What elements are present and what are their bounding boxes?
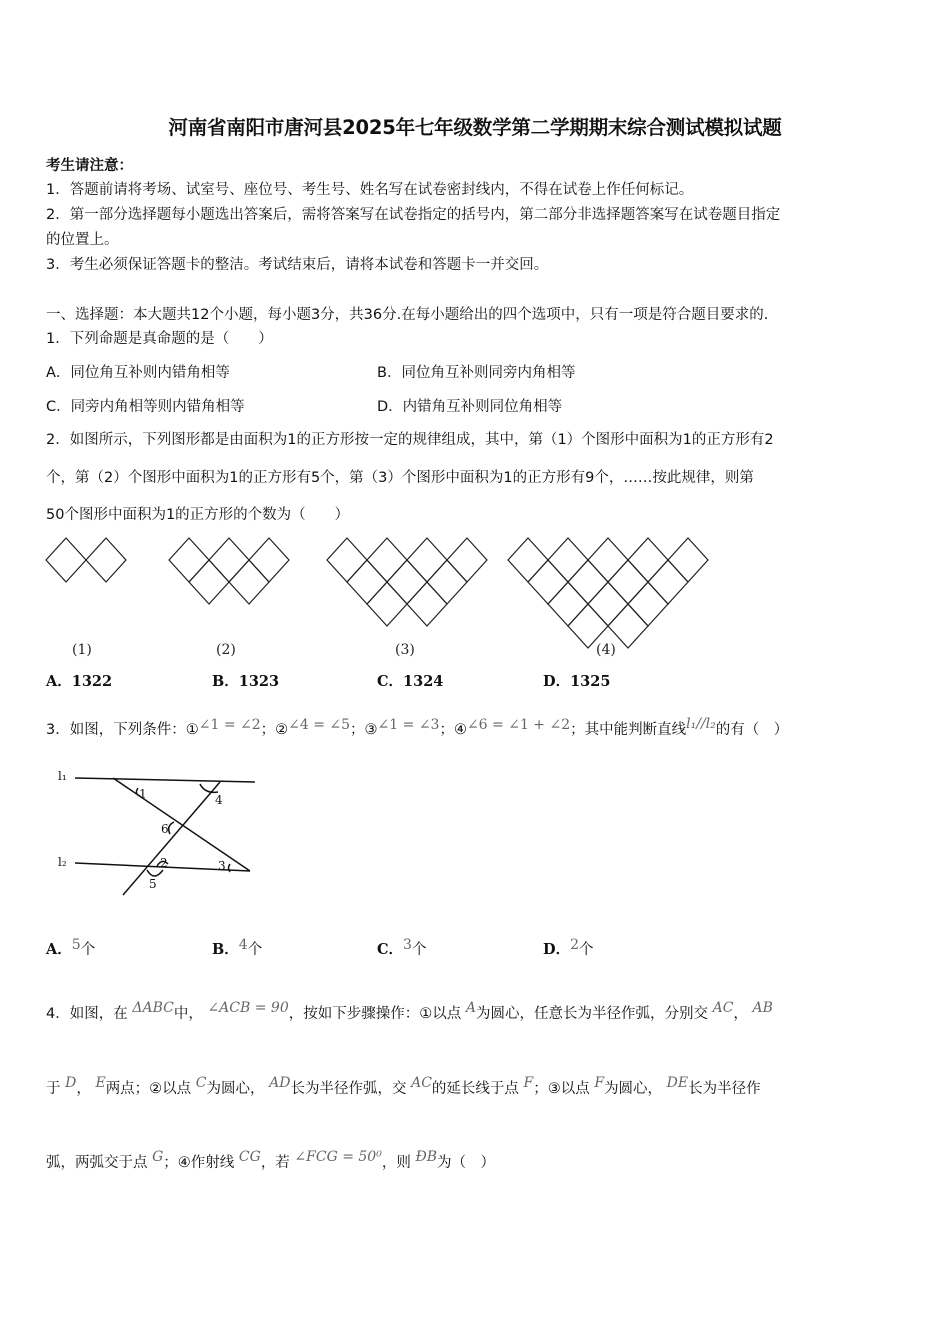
label-l2: l₂: [58, 855, 67, 869]
q2-figure-labels: [40, 638, 720, 662]
q4-math: C: [195, 1075, 207, 1091]
angle-label-6: 6: [161, 822, 169, 836]
q3-stem: [46, 718, 788, 739]
q4-text: 于: [46, 1081, 61, 1097]
q3-cond-1: ∠1 = ∠2: [198, 717, 261, 733]
q3-option-a-value: 5: [71, 937, 81, 953]
q4-math: F: [594, 1075, 605, 1091]
q3-parallel-lines-figure: [50, 760, 270, 900]
label-l1: l₁: [58, 769, 67, 783]
fig-label-2: (2): [216, 642, 236, 658]
transversal-2: [123, 782, 220, 895]
q3-option-d-value: 2: [570, 937, 579, 953]
q3-option-d-label: D．: [543, 941, 571, 958]
angle-label-2: 2: [160, 856, 168, 870]
notice-item-2: 2．第一部分选择题每小题选出答案后，需将答案写在试卷指定的括号内，第二部分非选择题答案写在试卷题目指定: [46, 207, 781, 223]
q3-text-3: ；③: [350, 722, 378, 738]
q4-text: 两点；②以点: [105, 1081, 192, 1097]
q4-text: 为圆心，: [604, 1081, 663, 1097]
q3-text-5: ；其中能判断直线: [570, 722, 687, 738]
q4-math: AC: [411, 1075, 432, 1091]
q2-option-d[interactable]: D．1325: [543, 673, 611, 690]
q3-text-2: ；②: [260, 722, 289, 738]
fig-label-4: (4): [596, 642, 616, 658]
angle-label-1: 1: [139, 787, 147, 801]
q4-text: ，若: [260, 1155, 290, 1171]
q3-option-a[interactable]: [46, 938, 95, 959]
q1-stem: 1．下列命题是真命题的是（ ）: [46, 331, 273, 347]
q4-math: AC: [712, 1000, 734, 1016]
angle-arc-5: [147, 870, 163, 876]
q3-option-c-label: C．: [377, 941, 404, 958]
pattern-figure-2: [169, 538, 289, 604]
q4-math: ∠FCG = 50⁰: [294, 1149, 382, 1165]
q4-text: ，按如下步骤操作：①以点: [288, 1006, 462, 1022]
line-l1: [75, 778, 255, 782]
q3-cond-4: ∠6 = ∠1 + ∠2: [466, 717, 571, 733]
q3-parallel-lines: l₁//l₂: [686, 716, 716, 732]
q4-math: AD: [269, 1075, 291, 1091]
q2-option-a[interactable]: A．1322: [46, 673, 113, 690]
fig-label-3: (3): [395, 642, 415, 658]
q3-option-d-unit: 个: [579, 942, 594, 958]
pattern-figure-1: [46, 538, 126, 582]
q3-option-b-unit: 个: [247, 942, 263, 958]
q3-cond-3: ∠1 = ∠3: [377, 717, 440, 733]
q3-text-6: 的有（ ）: [715, 722, 789, 738]
q4-text: 长为半径作: [688, 1081, 761, 1097]
q2-option-c[interactable]: C．1324: [377, 673, 444, 690]
q4-line-2: [46, 1077, 761, 1098]
notice-item-1: 1．答题前请将考场、试室号、座位号、考生号、姓名写在试卷密封线内，不得在试卷上作任何标记。: [46, 182, 694, 198]
q4-math: CG: [238, 1149, 261, 1165]
q1-option-b[interactable]: B．同位角互补则同旁内角相等: [377, 365, 576, 381]
angle-label-4: 4: [215, 793, 223, 807]
q4-text: 的延长线于点: [431, 1081, 519, 1097]
q3-option-b-label: B．: [212, 941, 239, 958]
q3-option-b-value: 4: [238, 937, 248, 953]
q3-option-c-unit: 个: [411, 942, 427, 958]
q4-text: 为（ ）: [437, 1155, 496, 1171]
q3-option-c[interactable]: [377, 938, 426, 959]
q3-text-4: ；④: [439, 722, 467, 738]
q4-text: ，: [76, 1081, 91, 1097]
page-title: 河南省南阳市唐河县2025年七年级数学第二学期期末综合测试模拟试题: [168, 116, 782, 139]
q4-line-1: [46, 1002, 773, 1023]
q4-math: ∠ACB = 90: [207, 1000, 289, 1016]
q4-text: 长为半径作弧，交: [290, 1081, 407, 1097]
q3-text-1: 3．如图，下列条件：①: [46, 722, 199, 738]
q4-math: AB: [752, 1000, 773, 1016]
q3-option-a-label: A．: [46, 941, 72, 958]
q4-line-3: [46, 1151, 495, 1172]
fig-label-1: (1): [72, 642, 92, 658]
q4-math: E: [95, 1075, 106, 1091]
q2-line-3: 50个图形中面积为1的正方形的个数为（ ）: [46, 507, 350, 523]
q4-text: 中，: [173, 1006, 203, 1022]
q2-line-1: 2．如图所示，下列图形都是由面积为1的正方形按一定的规律组成，其中，第（1）个图形中面积为1的正方形有2: [46, 432, 774, 448]
q4-text: ，则: [381, 1155, 411, 1171]
q1-option-d[interactable]: D．内错角互补则同位角相等: [377, 399, 563, 415]
q4-text: 弧，两弧交于点: [46, 1155, 148, 1171]
q2-option-b[interactable]: B．1323: [212, 673, 280, 690]
notice-item-2-cont: 的位置上。: [46, 232, 119, 248]
q1-option-c[interactable]: C．同旁内角相等则内错角相等: [46, 399, 245, 415]
q4-text: 4．如图，在: [46, 1006, 128, 1022]
angle-label-5: 5: [149, 877, 157, 891]
transversal-1: [113, 778, 250, 871]
angle-arc-3: [229, 864, 231, 872]
q4-text: ，: [733, 1006, 748, 1022]
pattern-figure-3: [327, 538, 487, 626]
q4-math: F: [523, 1075, 534, 1091]
q4-math: A: [465, 1000, 476, 1016]
q4-text: ；④作射线: [163, 1155, 235, 1171]
q4-math: ΔABC: [132, 1000, 174, 1016]
angle-arc-6: [169, 822, 174, 834]
q4-math: G: [152, 1149, 164, 1165]
q3-option-c-value: 3: [403, 937, 412, 953]
notice-heading: 考生请注意：: [46, 158, 133, 174]
q4-text: ；③以点: [533, 1081, 590, 1097]
q3-option-a-unit: 个: [80, 942, 96, 958]
q4-math: DE: [666, 1075, 689, 1091]
q4-math: ÐB: [415, 1149, 438, 1165]
q4-math: D: [65, 1075, 77, 1091]
q4-text: 为圆心，: [206, 1081, 265, 1097]
q3-option-b[interactable]: [212, 938, 262, 959]
notice-item-3: 3．考生必须保证答题卡的整洁。考试结束后，请将本试卷和答题卡一并交回。: [46, 257, 549, 273]
q2-line-2: 个，第（2）个图形中面积为1的正方形有5个，第（3）个图形中面积为1的正方形有9个，……按此规律，则第: [46, 470, 754, 486]
q3-option-d[interactable]: [543, 938, 594, 959]
q1-option-a[interactable]: A．同位角互补则内错角相等: [46, 365, 230, 381]
q3-cond-2: ∠4 = ∠5: [288, 717, 351, 733]
pattern-figure-4: [508, 538, 708, 648]
section-heading: 一、选择题：本大题共12个小题，每小题3分，共36分.在每小题给出的四个选项中，只有一项是符合题目要求的.: [46, 307, 769, 323]
angle-label-3: 3: [218, 859, 226, 873]
q4-text: 为圆心，任意长为半径作弧，分别交: [475, 1006, 708, 1022]
